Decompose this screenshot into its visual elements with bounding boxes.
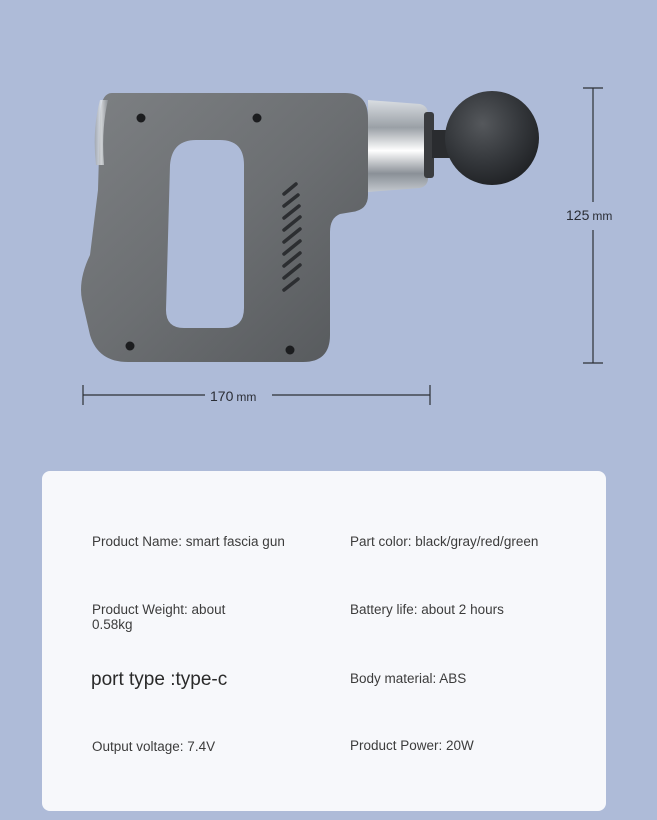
spec-port-type: port type :type-c: [91, 669, 228, 690]
massage-head-ball: [445, 91, 539, 185]
gun-body: [81, 93, 368, 362]
width-unit: mm: [236, 390, 257, 404]
spec-product-weight: Product Weight: about 0.58kg: [92, 602, 226, 632]
spec-product-power: Product Power: 20W: [350, 738, 474, 753]
width-dimension-line: [83, 385, 430, 405]
height-unit: mm: [592, 209, 613, 223]
spec-output-voltage: Output voltage: 7.4V: [92, 739, 216, 754]
spec-part-color: Part color: black/gray/red/green: [350, 534, 539, 549]
spec-product-name: Product Name: smart fascia gun: [92, 534, 285, 549]
spec-body-material: Body material: ABS: [350, 671, 467, 686]
height-dimension-line: [583, 88, 603, 363]
screw-dot: [286, 346, 295, 355]
massage-gun-illustration: [81, 91, 539, 362]
screw-dot: [137, 114, 146, 123]
spec-battery-life: Battery life: about 2 hours: [350, 602, 504, 617]
screw-dot: [126, 342, 135, 351]
specs-card: [42, 471, 606, 811]
screw-dot: [253, 114, 262, 123]
chrome-collar: [368, 100, 428, 192]
height-dimension-label: [566, 207, 612, 223]
width-dimension-label: [210, 388, 256, 404]
height-value: 125: [566, 207, 590, 223]
width-value: 170: [210, 388, 234, 404]
